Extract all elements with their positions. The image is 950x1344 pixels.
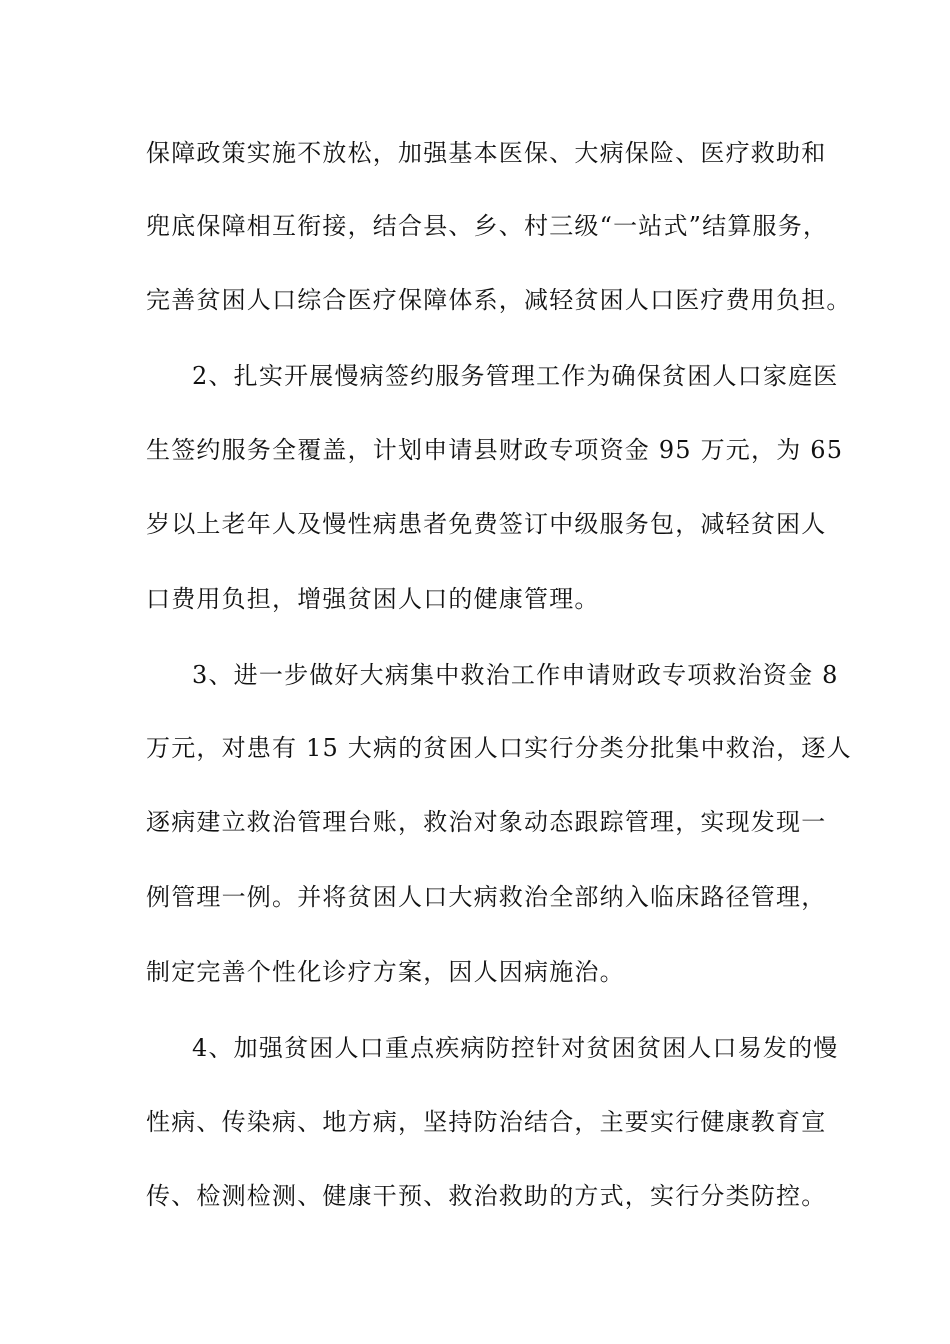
text-line: 保障政策实施不放松，加强基本医保、大病保险、医疗救助和	[146, 139, 827, 167]
text-line: 性病、传染病、地方病，坚持防治结合，主要实行健康教育宣	[146, 1108, 827, 1136]
text-line: 传、检测检测、健康干预、救治救助的方式，实行分类防控。	[146, 1182, 827, 1210]
text-line: 岁以上老年人及慢性病患者免费签订中级服务包，减轻贫困人	[146, 510, 827, 538]
text-line: 兜底保障相互衔接，结合县、乡、村三级“一站式”结算服务，	[146, 212, 829, 240]
text-line: 例管理一例。并将贫困人口大病救治全部纳入临床路径管理，	[146, 883, 827, 911]
text-line: 口费用负担，增强贫困人口的健康管理。	[146, 585, 600, 613]
text-line: 3、进一步做好大病集中救治工作申请财政专项救治资金 8	[192, 661, 839, 689]
text-line: 4、加强贫困人口重点疾病防控针对贫困贫困人口易发的慢	[192, 1034, 839, 1062]
text-line: 制定完善个性化诊疗方案，因人因病施治。	[146, 958, 625, 986]
text-line: 逐病建立救治管理台账，救治对象动态跟踪管理，实现发现一	[146, 808, 827, 836]
text-line: 万元，对患有 15 大病的贫困人口实行分类分批集中救治，逐人	[146, 734, 852, 762]
text-line: 生签约服务全覆盖，计划申请县财政专项资金 95 万元，为 65	[146, 436, 844, 464]
text-line: 完善贫困人口综合医疗保障体系，减轻贫困人口医疗费用负担。	[146, 286, 852, 314]
text-line: 2、扎实开展慢病签约服务管理工作为确保贫困人口家庭医	[192, 362, 839, 390]
